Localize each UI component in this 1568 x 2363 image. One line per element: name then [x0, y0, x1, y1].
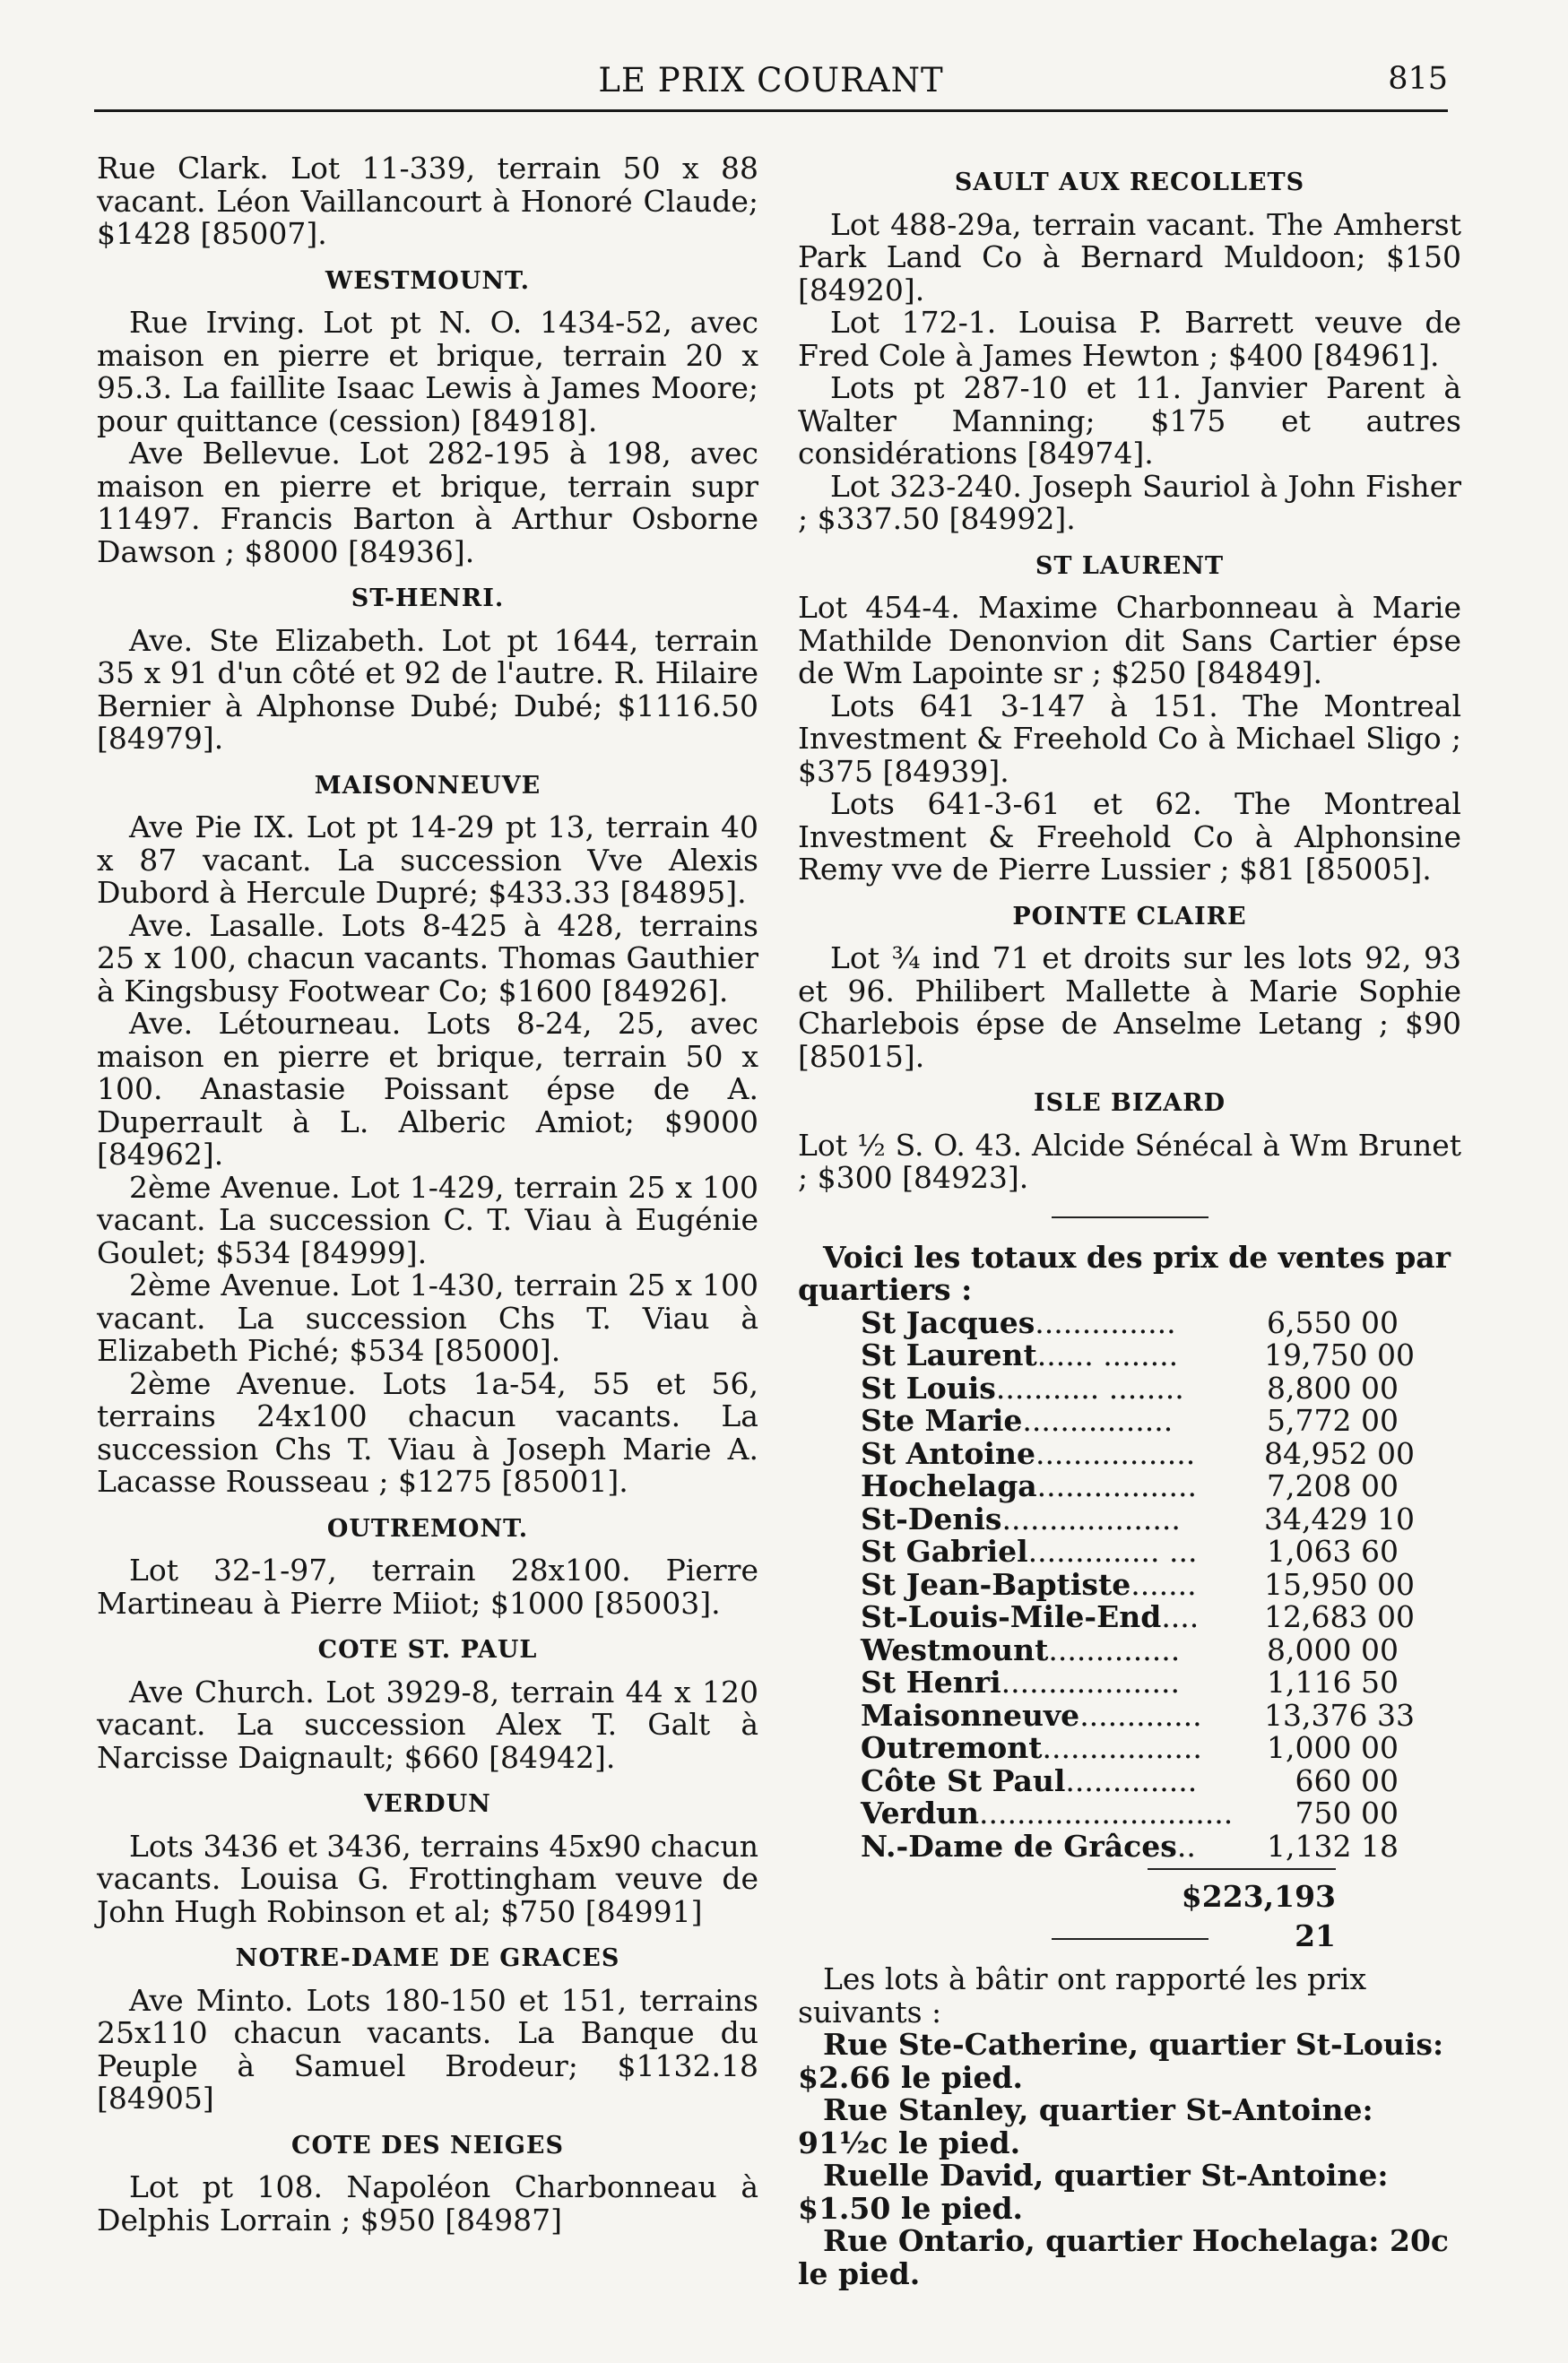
district-label: Outremont	[861, 1730, 1043, 1765]
section-heading: SAULT AUX RECOLLETS	[954, 169, 1305, 196]
district-total: 15,950 00	[1264, 1566, 1415, 1602]
district-name	[861, 1732, 1202, 1765]
totals-row	[861, 1566, 1415, 1602]
totals-intro: Voici les totaux des prix de ventes par quartiers :	[798, 1239, 1451, 1307]
section-heading: NOTRE-DAME DE GRACES	[235, 1944, 620, 1972]
district-label: Hochelaga	[861, 1468, 1037, 1503]
totals-row	[861, 1501, 1415, 1536]
totals-row	[861, 1405, 1399, 1438]
leader-dots: ..............	[1065, 1762, 1198, 1798]
transaction-entry: Lot 323-240. Joseph Sauriol à John Fisher ; $337.50 [84992].	[798, 468, 1461, 536]
section-heading: MAISONNEUVE	[314, 771, 541, 800]
district-total: 1,063 60	[1267, 1534, 1399, 1569]
district-label: St Jean-Baptiste	[861, 1566, 1131, 1602]
district-total: 13,376 33	[1264, 1697, 1415, 1733]
district-name	[861, 1828, 1196, 1864]
transaction-entry: Ave Minto. Lots 180-150 et 151, terrains 25x110 chacun vacants. La Banque du Peuple à Samuel Brodeur; $1132.18 [84905]	[97, 1982, 758, 2116]
totals-row	[861, 1470, 1399, 1503]
leader-dots: ................	[1022, 1403, 1174, 1438]
district-total: 8,800 00	[1267, 1370, 1399, 1406]
transaction-entry: Ave Church. Lot 3929-8, terrain 44 x 120 vacant. La succession Alex T. Galt à Narcisse Daignault; $660 [84942].	[97, 1674, 758, 1775]
lots-intro: Les lots à bâtir ont rapporté les prix suivants :	[798, 1961, 1367, 2030]
district-label: St-Louis-Mile-End	[861, 1599, 1162, 1634]
grand-total: $223,193 21	[1181, 1879, 1336, 1953]
leader-dots: ........... ........	[995, 1370, 1184, 1406]
district-name	[861, 1435, 1196, 1471]
district-name	[861, 1405, 1173, 1438]
section-heading: COTE ST. PAUL	[317, 1636, 538, 1664]
right-column	[798, 152, 1461, 2290]
leader-dots: ...................	[1001, 1501, 1181, 1536]
district-name	[861, 1697, 1202, 1733]
totals-row	[861, 1599, 1415, 1634]
street-price: Rue Ste-Catherine, quartier St-Louis: $2.66 le pied.	[798, 2027, 1444, 2095]
totals-row	[861, 1634, 1399, 1667]
district-name	[861, 1797, 1233, 1831]
transaction-entry: 2ème Avenue. Lots 1a-54, 55 et 56, terrains 24x100 chacun vacants. La succession Chs T. Viau à Joseph Marie A. Lacasse Rousseau ; $1275 [85001].	[97, 1365, 758, 1499]
leader-dots: ..	[1176, 1828, 1196, 1864]
total-rule	[1148, 1868, 1336, 1870]
district-label: N.-Dame de Grâces	[861, 1828, 1177, 1864]
totals-row	[861, 1697, 1415, 1733]
transaction-entry: Ave. Létourneau. Lots 8-24, 25, avec maison en pierre et brique, terrain 50 x 100. Anastasie Poissant épse de A. Duperrault à L. Alberic Amiot; $9000 [84962].	[97, 1006, 758, 1172]
right-entries	[798, 167, 1461, 1195]
district-total: 5,772 00	[1267, 1403, 1399, 1438]
leader-dots: ...... ........	[1036, 1337, 1179, 1372]
leader-dots: .......	[1131, 1566, 1197, 1602]
district-name	[861, 1634, 1180, 1667]
street-price: Rue Ontario, quartier Hochelaga: 20c le pied.	[798, 2223, 1449, 2291]
leader-dots: ...............	[1035, 1304, 1176, 1340]
transaction-entry: Lot 488-29a, terrain vacant. The Amherst Park Land Co à Bernard Muldoon; $150 [84920].	[798, 206, 1461, 307]
leader-dots: ...................	[1001, 1665, 1180, 1700]
district-name	[861, 1566, 1197, 1602]
totals-row	[861, 1732, 1399, 1765]
transaction-entry: Lot 454-4. Maxime Charbonneau à Marie Mathilde Denonvion dit Sans Cartier épse de Wm Lapointe sr ; $250 [84849].	[798, 590, 1461, 690]
district-name	[861, 1304, 1176, 1340]
transaction-entry: Ave. Lasalle. Lots 8-425 à 428, terrains 25 x 100, chacun vacants. Thomas Gauthier à Kingsbusy Footwear Co; $1600 [84926].	[97, 907, 758, 1008]
district-total: 1,116 50	[1267, 1665, 1399, 1700]
totals-row	[861, 1435, 1415, 1471]
transaction-entry: Ave Bellevue. Lot 282-195 à 198, avec maison en pierre et brique, terrain supr 11497. Francis Barton à Arthur Osborne Dawson ; $8000 [84936].	[97, 436, 758, 569]
district-name	[861, 1601, 1199, 1634]
district-total: 660 00	[1295, 1762, 1399, 1798]
totals-row	[861, 1828, 1399, 1864]
page-number: 815	[1388, 61, 1448, 97]
district-label: Maisonneuve	[861, 1697, 1080, 1733]
totals-row	[861, 1536, 1399, 1569]
district-label: Verdun	[861, 1796, 980, 1831]
leader-dots: .............	[1079, 1697, 1202, 1733]
section-heading: ST LAURENT	[1035, 551, 1225, 580]
district-name	[861, 1536, 1197, 1569]
district-label: Westmount	[861, 1632, 1049, 1667]
district-total: 19,750 00	[1264, 1337, 1415, 1372]
district-label: St Antoine	[861, 1435, 1035, 1471]
street-prices	[798, 2029, 1461, 2290]
district-total: 84,952 00	[1264, 1435, 1415, 1471]
totals-row	[861, 1762, 1399, 1798]
totals-row	[861, 1372, 1399, 1406]
leader-dots: ...........................	[979, 1796, 1234, 1831]
transaction-entry: Ave Pie IX. Lot pt 14-29 pt 13, terrain 40 x 87 vacant. La succession Vve Alexis Dubord à Hercule Dupré; $433.33 [84895].	[97, 809, 758, 910]
transaction-entry: 2ème Avenue. Lot 1-429, terrain 25 x 100 vacant. La succession C. T. Viau à Eugénie Goulet; $534 [84999].	[97, 1169, 758, 1270]
district-label: St Henri	[861, 1665, 1001, 1700]
leader-dots: ....	[1161, 1599, 1200, 1634]
leader-dots: .................	[1042, 1730, 1202, 1765]
leader-dots: ..............	[1048, 1632, 1181, 1667]
publication-title: LE PRIX COURANT	[598, 61, 944, 100]
section-heading: POINTE CLAIRE	[1012, 902, 1247, 930]
section-heading: ISLE BIZARD	[1033, 1089, 1226, 1117]
section-heading: WESTMOUNT.	[325, 266, 531, 295]
district-label: St Jacques	[861, 1304, 1035, 1340]
district-total: 7,208 00	[1267, 1468, 1399, 1503]
totals-row	[861, 1337, 1415, 1372]
district-label: Côte St Paul	[861, 1762, 1066, 1798]
transaction-entry: Rue Irving. Lot pt N. O. 1434-52, avec maison en pierre et brique, terrain 20 x 95.3. La faillite Isaac Lewis à James Moore; pour quittance (cession) [84918].	[97, 305, 758, 438]
left-column	[97, 152, 758, 2237]
district-label: St Gabriel	[861, 1534, 1028, 1569]
district-total: 34,429 10	[1264, 1501, 1415, 1536]
district-name	[861, 1470, 1197, 1503]
transaction-entry: Lot ½ S. O. 43. Alcide Sénécal à Wm Brunet ; $300 [84923].	[798, 1127, 1461, 1195]
district-label: St-Denis	[861, 1501, 1002, 1536]
totals-row	[861, 1797, 1399, 1831]
street-price: Ruelle David, quartier St-Antoine: $1.50 le pied.	[798, 2158, 1389, 2226]
transaction-entry: Rue Clark. Lot 11-339, terrain 50 x 88 vacant. Léon Vaillancourt à Honoré Claude; $1428 [85007].	[97, 151, 758, 251]
leader-dots: .............. ...	[1027, 1534, 1198, 1569]
district-name	[861, 1339, 1178, 1372]
transaction-entry: 2ème Avenue. Lot 1-430, terrain 25 x 100 vacant. La succession Chs T. Viau à Elizabeth Piché; $534 [85000].	[97, 1268, 758, 1368]
section-heading: ST-HENRI.	[351, 584, 505, 612]
section-heading: COTE DES NEIGES	[291, 2131, 564, 2160]
totals-row	[861, 1304, 1399, 1340]
transaction-entry: Lots 641 3-147 à 151. The Montreal Investment & Freehold Co à Michael Sligo ; $375 [84939].	[798, 688, 1461, 789]
transaction-entry: Lot 32-1-97, terrain 28x100. Pierre Martineau à Pierre Miiot; $1000 [85003].	[97, 1553, 758, 1621]
district-label: St Louis	[861, 1370, 996, 1406]
section-rule-2	[1052, 1938, 1208, 1940]
district-label: Ste Marie	[861, 1403, 1023, 1438]
district-name	[861, 1762, 1198, 1798]
transaction-entry: Lot ¾ ind 71 et droits sur les lots 92, 93 et 96. Philibert Mallette à Marie Sophie Charlebois épse de Anselme Letang ; $90 [85015].	[798, 940, 1461, 1074]
transaction-entry: Lot 172-1. Louisa P. Barrett veuve de Fred Cole à James Hewton ; $400 [84961].	[798, 305, 1461, 373]
page-header	[94, 56, 1448, 112]
district-name	[861, 1503, 1181, 1536]
transaction-entry: Lots 641-3-61 et 62. The Montreal Investment & Freehold Co à Alphonsine Remy vve de Pierre Lussier ; $81 [85005].	[798, 786, 1461, 887]
district-total: 1,132 18	[1267, 1828, 1399, 1864]
transaction-entry: Lots pt 287-10 et 11. Janvier Parent à Walter Manning; $175 et autres considérations [84974].	[798, 370, 1461, 471]
street-price: Rue Stanley, quartier St-Antoine: 91½c le pied.	[798, 2092, 1373, 2160]
district-name	[861, 1372, 1184, 1406]
section-heading: VERDUN	[364, 1790, 491, 1818]
transaction-entry: Lots 3436 et 3436, terrains 45x90 chacun vacants. Louisa G. Frottingham veuve de John Hugh Robinson et al; $750 [84991]	[97, 1828, 758, 1929]
district-total: 750 00	[1295, 1796, 1399, 1831]
transaction-entry: Lot pt 108. Napoléon Charbonneau à Delphis Lorrain ; $950 [84987]	[97, 2169, 758, 2237]
district-total: 6,550 00	[1267, 1304, 1399, 1340]
district-total: 1,000 00	[1267, 1730, 1399, 1765]
district-total: 12,683 00	[1264, 1599, 1415, 1634]
leader-dots: .................	[1036, 1468, 1197, 1503]
section-rule	[1052, 1216, 1208, 1218]
transaction-entry: Ave. Ste Elizabeth. Lot pt 1644, terrain 35 x 91 d'un côté et 92 de l'autre. R. Hilaire Bernier à Alphonse Dubé; Dubé; $1116.50 [84979].	[97, 622, 758, 756]
district-total: 8,000 00	[1267, 1632, 1399, 1667]
leader-dots: .................	[1035, 1435, 1196, 1471]
district-name	[861, 1666, 1180, 1700]
district-label: St Laurent	[861, 1337, 1037, 1372]
totals-table	[861, 1304, 1415, 1864]
totals-row	[861, 1666, 1399, 1700]
section-heading: OUTREMONT.	[326, 1514, 529, 1543]
